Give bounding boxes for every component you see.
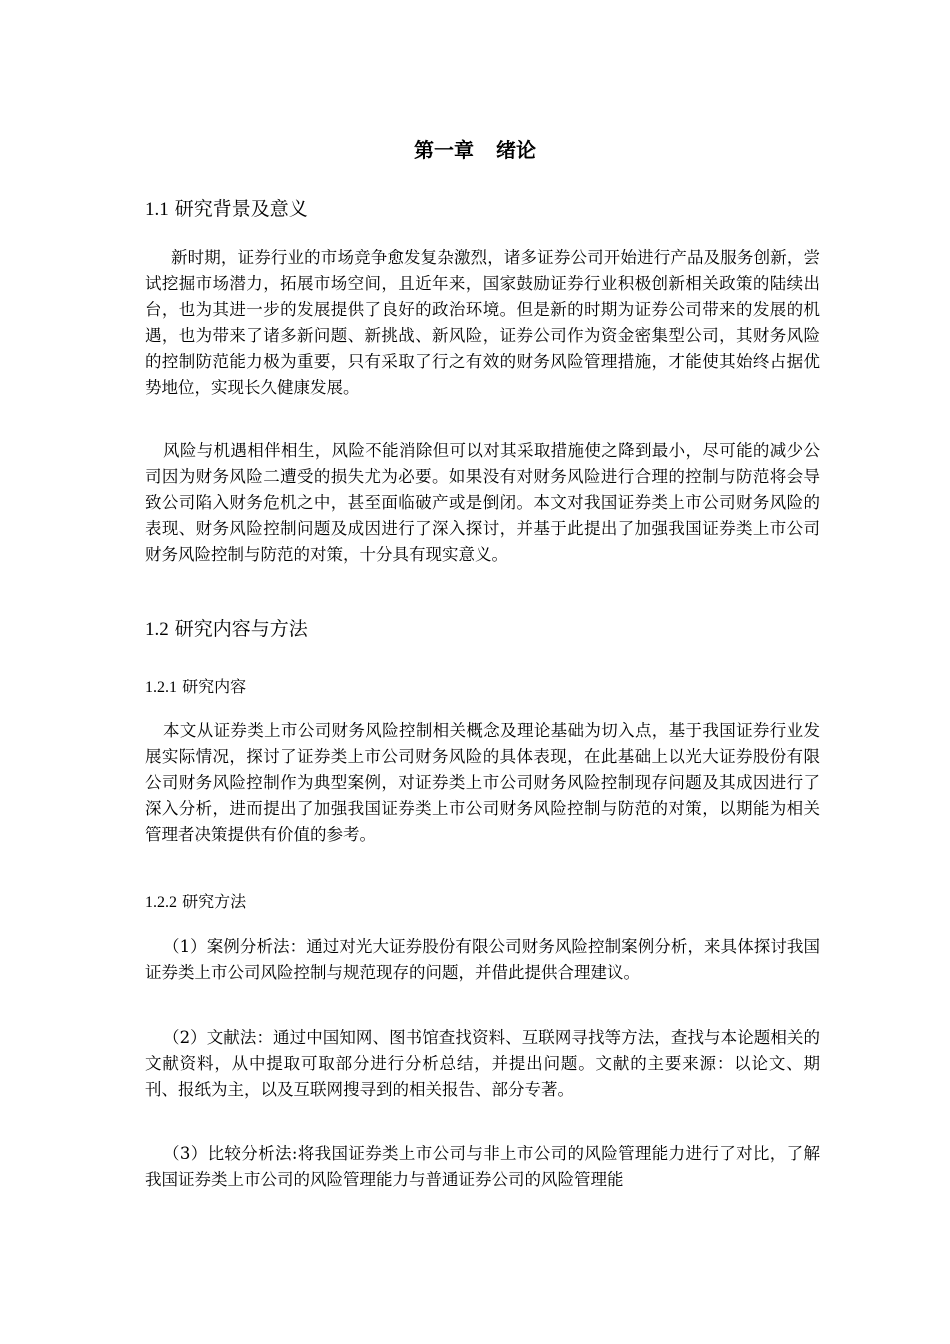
paragraph-background-1: 新时期，证券行业的市场竞争愈发复杂激烈，诸多证券公司开始进行产品及服务创新，尝试挖掘市场潜力，拓展市场空间，且近年来，国家鼓励证券行业积极创新相关政策的陆续出台，也为其进一步的发展提供了良好的政治环境。但是新的时期为证券公司带来的发展的机遇，也为带来了诸多新问题、新挑战、新风险，证券公司作为资金密集型公司，其财务风险的控制防范能力极为重要，只有采取了行之有效的财务风险管理措施，才能使其始终占据优势地位，实现长久健康发展。 xyxy=(145,248,820,397)
subsection-title: 研究方法 xyxy=(182,892,247,911)
subsection-heading-1-2-1 xyxy=(145,676,246,699)
subsection-heading-1-2-2 xyxy=(145,891,246,914)
section-number: 1.2 xyxy=(145,619,169,640)
chapter-label: 第一章 xyxy=(414,138,474,162)
chapter-title xyxy=(0,136,950,164)
section-heading-1-2 xyxy=(145,616,308,643)
paragraph-method-comparative: （3）比较分析法:将我国证券类上市公司与非上市公司的风险管理能力进行了对比，了解我国证券类上市公司的风险管理能力与普通证券公司的风险管理能 xyxy=(145,1144,820,1189)
subsection-title: 研究内容 xyxy=(182,677,247,696)
subsection-number: 1.2.2 xyxy=(145,894,177,911)
section-title: 研究内容与方法 xyxy=(174,618,308,640)
paragraph-method-literature: （2）文献法：通过中国知网、图书馆查找资料、互联网寻找等方法，查找与本论题相关的文献资料，从中提取可取部分进行分析总结，并提出问题。文献的主要来源：以论文、期刊、报纸为主，以及互联网搜寻到的相关报告、部分专著。 xyxy=(145,1028,820,1099)
paragraph-method-case-analysis: （1）案例分析法：通过对光大证券股份有限公司财务风险控制案例分析，来具体探讨我国证券类上市公司风险控制与规范现存的问题，并借此提供合理建议。 xyxy=(145,937,820,982)
paragraph-background-2: 风险与机遇相伴相生，风险不能消除但可以对其采取措施使之降到最小，尽可能的减少公司因为财务风险二遭受的损失尤为必要。如果没有对财务风险进行合理的控制与防范将会导致公司陷入财务危机之中，甚至面临破产或是倒闭。本文对我国证券类上市公司财务风险的表现、财务风险控制问题及成因进行了深入探讨，并基于此提出了加强我国证券类上市公司财务风险控制与防范的对策，十分具有现实意义。 xyxy=(145,441,820,564)
section-heading-1-1 xyxy=(145,196,308,223)
chapter-name: 绪论 xyxy=(496,138,536,162)
subsection-number: 1.2.1 xyxy=(145,679,177,696)
section-number: 1.1 xyxy=(145,199,169,220)
section-title: 研究背景及意义 xyxy=(174,198,308,220)
paragraph-research-content: 本文从证券类上市公司财务风险控制相关概念及理论基础为切入点，基于我国证券行业发展实际情况，探讨了证券类上市公司财务风险的具体表现，在此基础上以光大证券股份有限公司财务风险控制作为典型案例，对证券类上市公司财务风险控制现存问题及其成因进行了深入分析，进而提出了加强我国证券类上市公司财务风险控制与防范的对策，以期能为相关管理者决策提供有价值的参考。 xyxy=(145,721,820,844)
